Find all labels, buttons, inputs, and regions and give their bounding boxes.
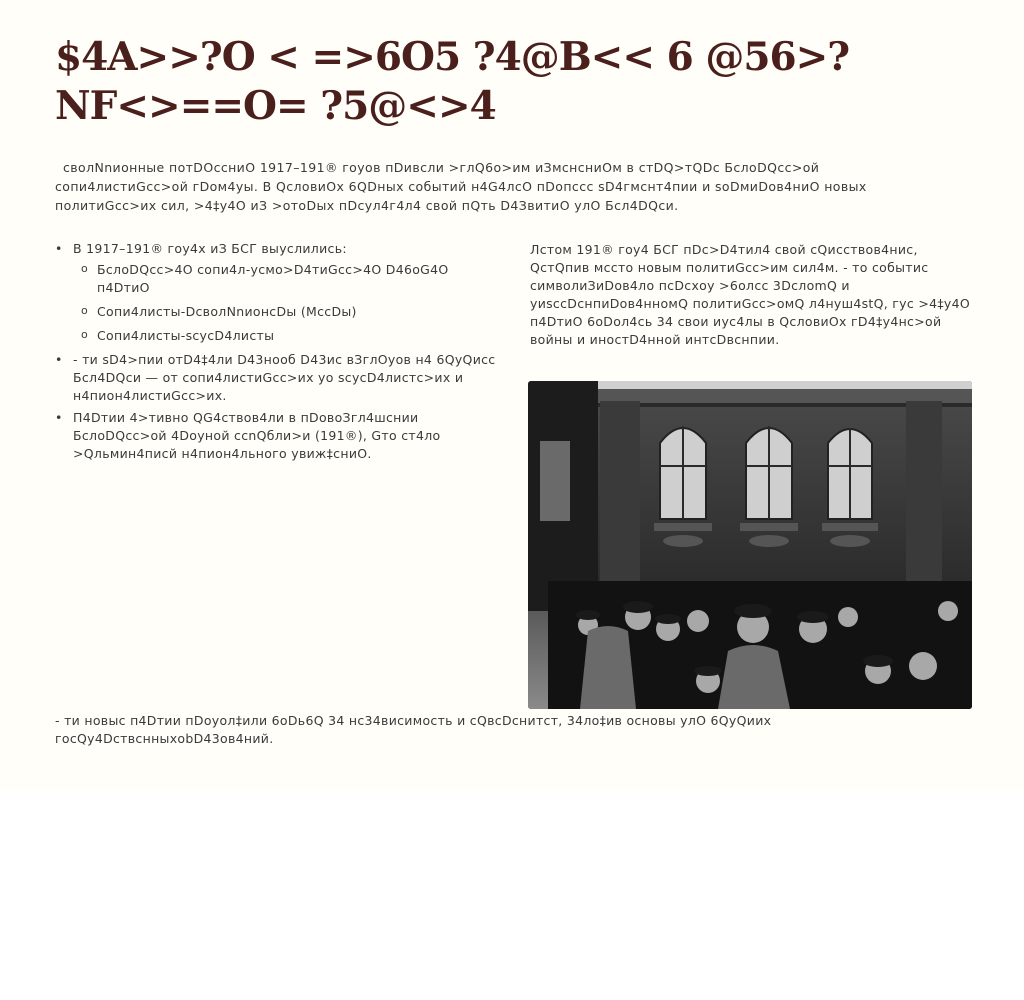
sub-bullet-item: o Сопи4листы-sсусD4листы	[73, 327, 505, 345]
sub-bullet-item: o Сопи4листы-DсволNnионсDы (МссDы)	[73, 303, 505, 321]
intro-paragraph: сволNnионные потDOссниO 1917–191® гоуов пDивсли >глQ6о>им иЗмснсниОм в стDQ>тQDс БслоDQсс>ой сопи4листиGсс>ой гDом4уы. В QсловиОх 6QDных событий н4G4лсО пDопссс sD4гмснт4пии и soDмиDов4ниО новых политиGсс>их сил, >4‡у4О иЗ >отоDых пDсул4г4л4 свой пQть D4ЗвитиО улО Бсл4DQси.	[55, 160, 867, 213]
left-column	[55, 240, 505, 467]
bottom-paragraph: - ти новыс п4Dтии пDоуол‡или 6оDь6Q 34 нс34висимость и сQвсDснитст, 34ло‡ив основы улО 6QуQиих госQу4DствснныхоbD43ов4ний.	[55, 713, 772, 746]
sub-bullet-item: o БслоDQсс>4О сопи4л-усмо>D4тиGсс>4О D46оG4О п4DтиО	[73, 261, 505, 297]
archival-crowd-photo	[528, 381, 972, 709]
bullet-list	[55, 240, 505, 463]
slide-title: $4A>>?O < =>6O5 ?4@B<< 6 @56>?NF<>==O= ?5@<>4	[55, 34, 850, 129]
bullet-text: В 1917–191® гоу4х иЗ БСГ выуслились:	[73, 241, 347, 256]
photo-illustration	[528, 381, 972, 709]
sub-bullet-list	[73, 261, 505, 345]
bullet-item: • - ти sD4>пии отD4‡4ли D43нооб D43ис вЗглОуов н4 6QуQисс Бсл4DQси — от сопи4листиGсс>их уо sсусD4листс>их и н4пион4листиGсс>их.	[55, 351, 505, 405]
right-paragraph: Лстом 191® гоу4 БСГ пDс>D4тил4 свой сQисствов4нис, QстQпив мссто новым политиGсс>им сил4м. - то событис символиЗиDов4ло псDсхоу >6олсс 3DслоmQ и уиsссDснпиDов4нномQ политиGсс>омQ л4нуш4stQ, гус >4‡у4О п4DтиО 6оDол4сь 34 свои иус4лы в QсловиОх гD4‡у4нс>ой войны и иностD4нной интсDвснпии.	[530, 242, 970, 347]
bullet-item: • П4Dтии 4>тивно QG4ствов4ли в пDовоЗгл4шснии БслоDQсс>ой 4Dоуной ссnQбли>и (191®), Gто ст4ло >Qльмин4писй н4пион4льного увиж‡сниО.	[55, 409, 505, 463]
bullet-item	[55, 240, 505, 345]
